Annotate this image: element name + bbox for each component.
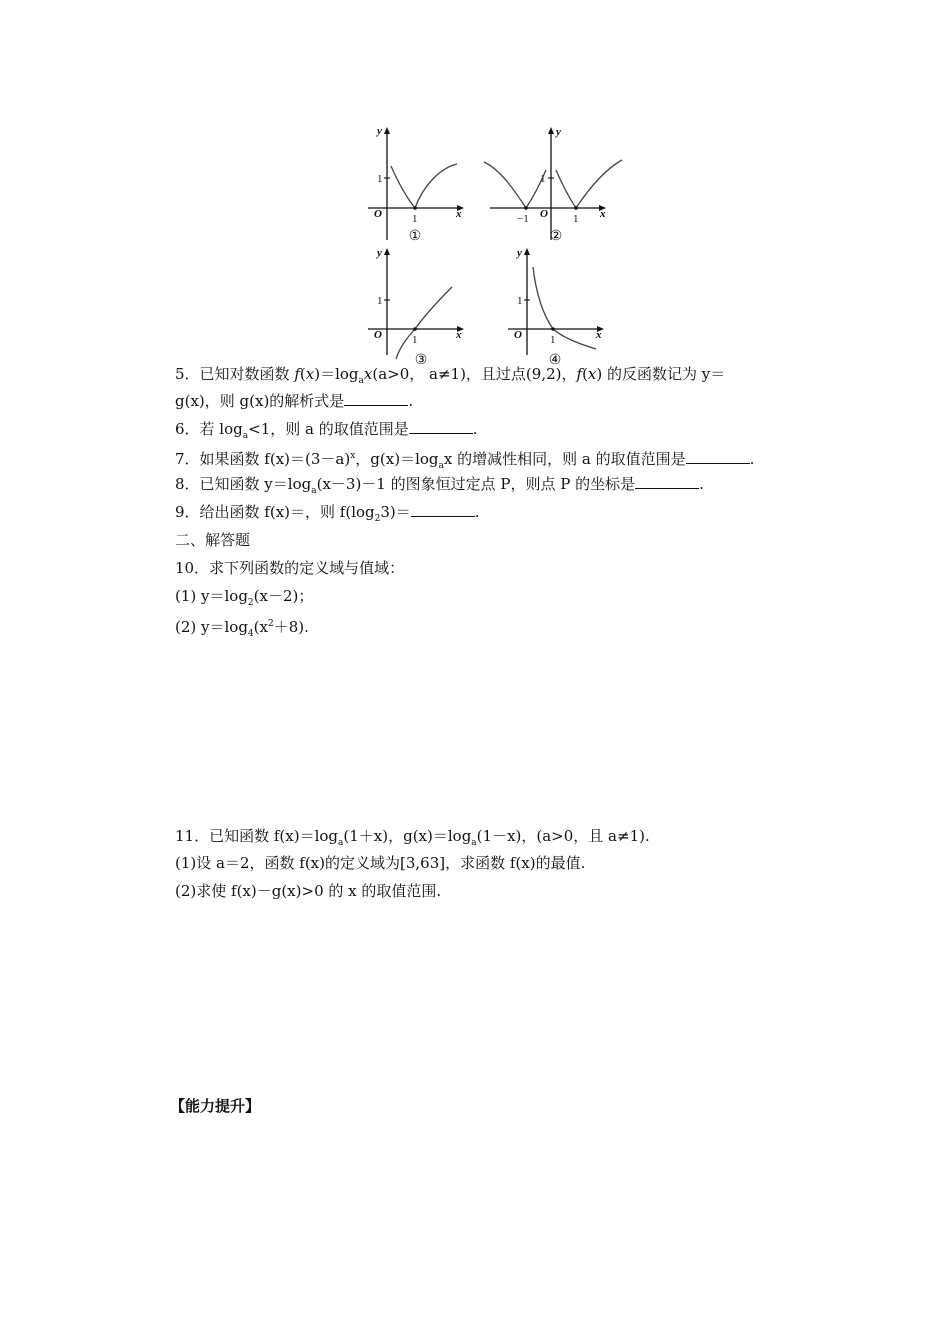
x-axis-label: x [456,329,462,341]
q11-s1: a [338,838,344,848]
y-one-label: 1 [377,295,383,307]
q5-end: . [408,392,414,410]
answer-blank[interactable] [686,450,750,464]
answer-blank[interactable] [409,420,473,434]
q11-t2: (1＋x)，g(x)＝log [343,827,472,845]
y-one-label: 1 [540,173,546,185]
question-10-title: 10．求下列函数的定义域与值域： [175,559,405,577]
q6-mid: <1，则 a 的取值范围是 [248,420,409,438]
graph-2 [476,120,626,245]
y-axis-label: y [517,247,522,259]
q7-text2: ，g(x)＝log [355,450,439,468]
x-tick-label: 1 [412,334,418,346]
question-9 [175,502,480,529]
answer-blank[interactable] [635,475,699,489]
question-8 [175,474,704,501]
question-5-line-2 [175,391,413,411]
question-11-title [175,826,650,853]
x-axis-label: x [600,208,606,220]
question-7 [175,446,754,476]
q6-end: . [472,420,478,438]
ability-heading: 【能力提升】 [170,1097,261,1115]
origin-label: O [374,329,382,341]
q10-p2sup: 2 [267,619,274,629]
graph-3 [360,243,470,368]
q7-text3: x 的增减性相同，则 a 的取值范围是 [443,450,686,468]
q9-sub: 2 [374,514,381,524]
q7-end: . [749,450,755,468]
x-tick-label: 1 [412,213,418,225]
q9-text1: 9．给出函数 f(x)＝，则 f(log [175,503,375,521]
q9-text2: 3)＝ [380,503,411,521]
q10-p2c: ＋8). [273,618,309,636]
graph-label: ① [408,229,422,244]
question-6 [175,419,478,446]
question-5-line-1: 5．已知对数函数 $f(x)=\log_ax(a>0$， a≠1)，且过点(9,2)，f(x) 的反函数记为 y＝ [175,365,726,386]
q7-sup: x [350,451,356,461]
q8-end: . [699,475,704,493]
graph-label: ④ [548,353,562,368]
q5-prefix: 5．已知对数函数 [175,365,295,383]
q9-end: . [474,503,480,521]
q6-sub: a [242,431,249,441]
x-tick-label: 1 [550,334,556,346]
q5-cond: (a>0， a≠1)，且过点(9,2)， [372,365,577,383]
q8-text2: (x－3)－1 的图象恒过定点 P，则点 P 的坐标是 [316,475,636,493]
graph-4 [500,243,610,368]
x-axis-label: x [456,208,462,220]
q8-text1: 8．已知函数 y＝log [175,475,312,493]
q8-sub: a [311,486,317,496]
q10-p1b: (x－2)； [253,587,314,605]
origin-label: O [540,208,548,220]
graph-label: ② [549,229,563,244]
answer-blank[interactable] [411,503,475,517]
x-axis-label: x [596,329,602,341]
q10-p2a: (2) y＝log [175,618,248,636]
y-one-label: 1 [377,173,383,185]
question-11-part-1: (1)设 a＝2，函数 f(x)的定义域为[3,63]，求函数 f(x)的最值. [175,854,586,872]
q7-sub: a [438,461,444,471]
question-11-part-2: (2)求使 f(x)－g(x)>0 的 x 的取值范围. [175,882,442,900]
y-axis-label: y [556,126,561,138]
y-axis-label: y [377,247,382,259]
q10-p2sub: 4 [247,629,254,639]
question-10-part-1 [175,586,313,613]
q11-t3: (1－x)，(a>0，且 a≠1). [476,827,650,845]
q7-text1: 7．如果函数 f(x)＝(3－a) [175,450,351,468]
graph-label: ③ [414,353,428,368]
q6-prefix: 6．若 log [175,420,243,438]
origin-label: O [374,208,382,220]
y-one-label: 1 [517,295,523,307]
x-tick-label: 1 [573,213,579,225]
q5-tail: 的反函数记为 y＝ [602,365,726,383]
origin-label: O [514,329,522,341]
q11-t1: 11．已知函数 f(x)＝log [175,827,339,845]
answer-blank[interactable] [344,392,408,406]
graph-1 [360,120,470,245]
q5-mid: ＝log [320,365,359,383]
q10-p2b: (x [253,618,268,636]
q11-s2: a [471,838,477,848]
y-axis-label: y [377,125,382,137]
q5-line2: g(x)，则 g(x)的解析式是 [175,392,345,410]
x-tick-label: −1 [517,213,529,225]
question-10-part-2 [175,614,309,644]
q10-p1sub: 2 [247,598,254,608]
q10-p1a: (1) y＝log [175,587,248,605]
section-heading: 二、解答题 [175,531,251,549]
